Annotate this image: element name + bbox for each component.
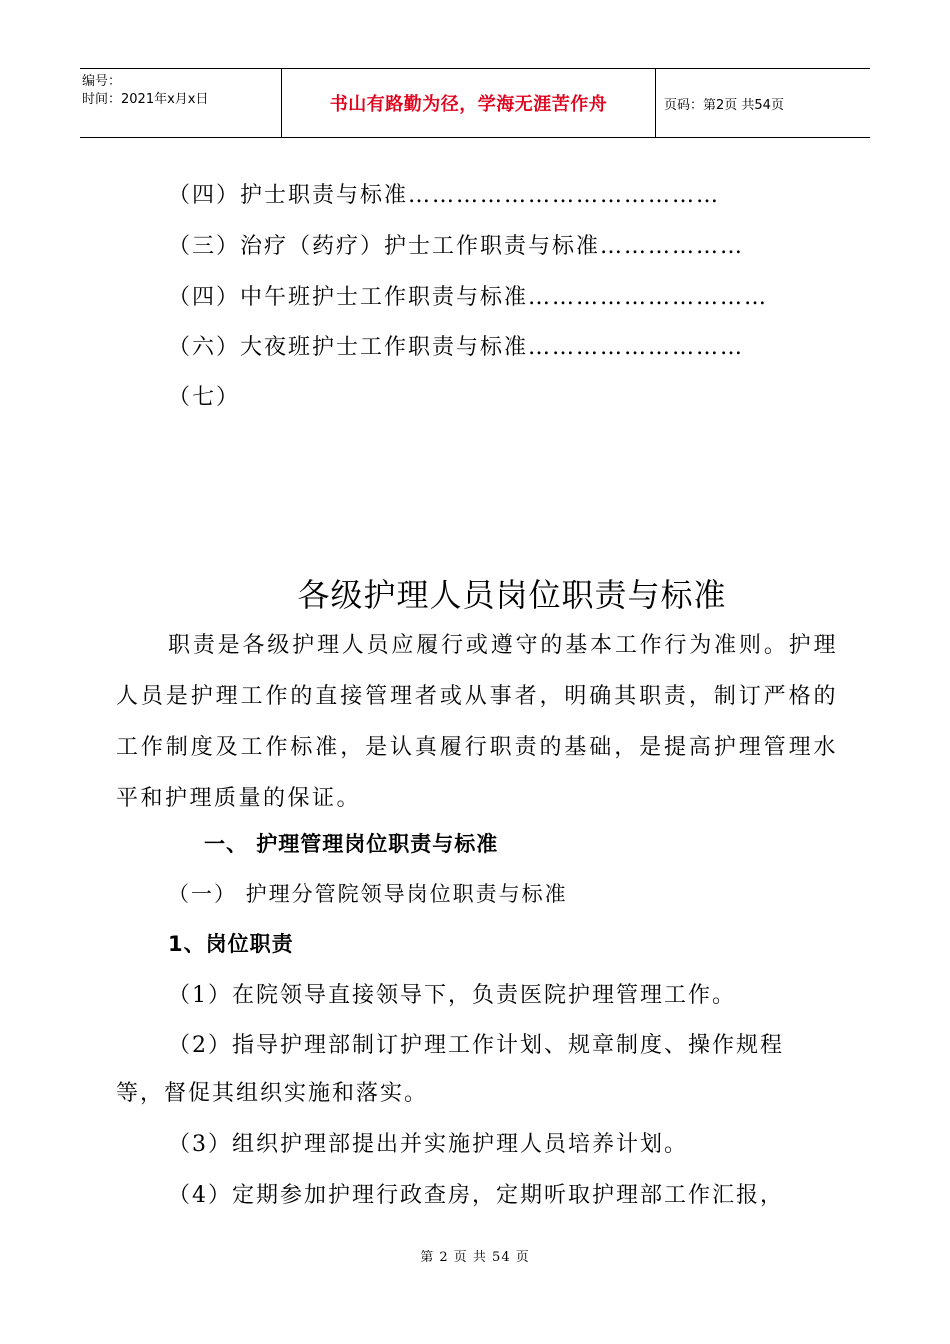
- header-meta: [80, 69, 282, 137]
- header-page-info: 页码：第2页 共54页: [664, 97, 784, 113]
- toc-item: （六）大夜班护士工作职责与标准………………………: [168, 335, 745, 360]
- header-motto: 书山有路勤为径，学海无涯苦作舟: [282, 69, 656, 137]
- subsection-heading: （一） 护理分管院领导岗位职责与标准: [168, 882, 568, 906]
- toc-item: （四）护士职责与标准…………………………………: [168, 183, 721, 208]
- toc-item: （七）: [168, 385, 241, 410]
- toc-item: （四）中午班护士工作职责与标准…………………………: [168, 285, 769, 310]
- list-item: （3）组织护理部提出并实施护理人员培养计划。: [168, 1132, 688, 1157]
- header-number: 编号：: [82, 74, 122, 89]
- header-date: 时间：2021年x月x日: [82, 92, 209, 107]
- list-item: （1）在院领导直接领导下，负责医院护理管理工作。: [168, 983, 736, 1008]
- section-heading: 一、 护理管理岗位职责与标准: [204, 832, 499, 856]
- list-item: （4）定期参加护理行政查房，定期听取护理部工作汇报，: [168, 1183, 784, 1208]
- list-item-continued: 等，督促其组织实施和落实。: [116, 1081, 429, 1106]
- page-header: [80, 68, 870, 138]
- intro-paragraph: 职责是各级护理人员应履行或遵守的基本工作行为准则。护理人员是护理工作的直接管理者或从事者，明确其职责，制订严格的工作制度及工作标准，是认真履行职责的基础，是提高护理管理水平和护理质量的保证。: [116, 633, 838, 811]
- item-heading: 1、岗位职责: [168, 932, 294, 956]
- document-title: 各级护理人员岗位职责与标准: [297, 576, 727, 614]
- list-item: （2）指导护理部制订护理工作计划、规章制度、操作规程: [168, 1033, 784, 1058]
- toc-item: （三）治疗（药疗）护士工作职责与标准………………: [168, 234, 745, 259]
- page-footer: 第 2 页 共 54 页: [420, 1250, 530, 1265]
